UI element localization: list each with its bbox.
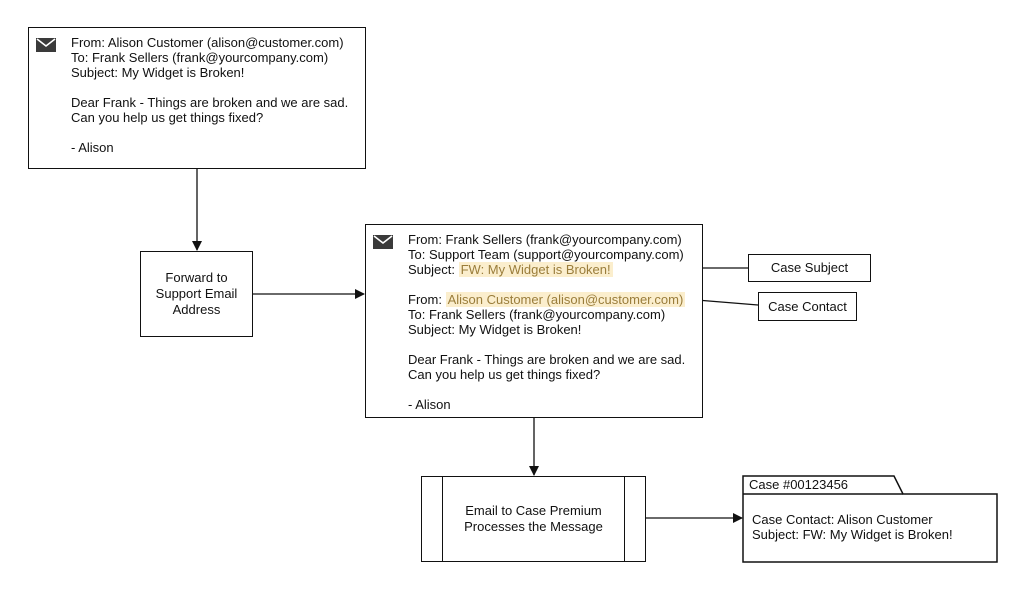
case-subject-text: Case Subject — [770, 260, 849, 275]
email-signoff: - Alison — [71, 140, 114, 155]
highlighted-subject: FW: My Widget is Broken! — [460, 262, 611, 277]
email-from: From: Frank Sellers (frank@yourcompany.com) — [408, 232, 682, 247]
case-contact-text: Case Contact — [768, 298, 847, 314]
email-subject: Subject: My Widget is Broken! — [71, 65, 245, 80]
email-body-line: Can you help us get things fixed? — [71, 110, 264, 125]
process-step-line: Email to Case Premium — [465, 503, 602, 518]
forward-step-line: Forward to — [165, 270, 228, 285]
envelope-icon — [36, 38, 56, 52]
fwd-from — [408, 292, 685, 307]
forwarded-email-box — [365, 224, 703, 418]
fwd-to: To: Frank Sellers (frank@yourcompany.com) — [408, 307, 666, 322]
case-contact-label — [758, 292, 857, 321]
email-body-line: Dear Frank - Things are broken and we are sad. — [408, 352, 686, 367]
case-record-content — [752, 512, 953, 542]
subject-prefix: Subject: — [408, 262, 455, 277]
case-subject-label — [748, 254, 871, 282]
fwd-subject: Subject: My Widget is Broken! — [408, 322, 582, 337]
highlighted-contact: Alison Customer (alison@customer.com) — [447, 292, 684, 307]
case-subject-value: Subject: FW: My Widget is Broken! — [752, 527, 953, 542]
forward-step-line: Support Email — [155, 286, 238, 301]
original-email-box — [28, 27, 366, 169]
email-to: To: Support Team (support@yourcompany.com) — [408, 247, 684, 262]
case-record-tab: Case #00123456 — [749, 477, 849, 492]
email-signoff: - Alison — [408, 397, 451, 412]
email-to: To: Frank Sellers (frank@yourcompany.com) — [71, 50, 329, 65]
process-step-line: Processes the Message — [464, 519, 603, 534]
forwarded-email-content — [408, 232, 685, 412]
fwd-from-prefix: From: — [408, 292, 442, 307]
email-subject — [408, 262, 685, 277]
process-step-box — [421, 476, 646, 562]
envelope-icon — [373, 235, 393, 249]
email-body-line: Can you help us get things fixed? — [408, 367, 601, 382]
forward-step-box — [140, 251, 253, 337]
email-body-line: Dear Frank - Things are broken and we are sad. — [71, 95, 349, 110]
original-email-content — [71, 35, 348, 155]
case-contact-value: Case Contact: Alison Customer — [752, 512, 933, 527]
process-right-bar — [624, 477, 625, 561]
email-from: From: Alison Customer (alison@customer.com) — [71, 35, 344, 50]
process-left-bar — [442, 477, 443, 561]
forward-step-line: Address — [172, 302, 221, 317]
